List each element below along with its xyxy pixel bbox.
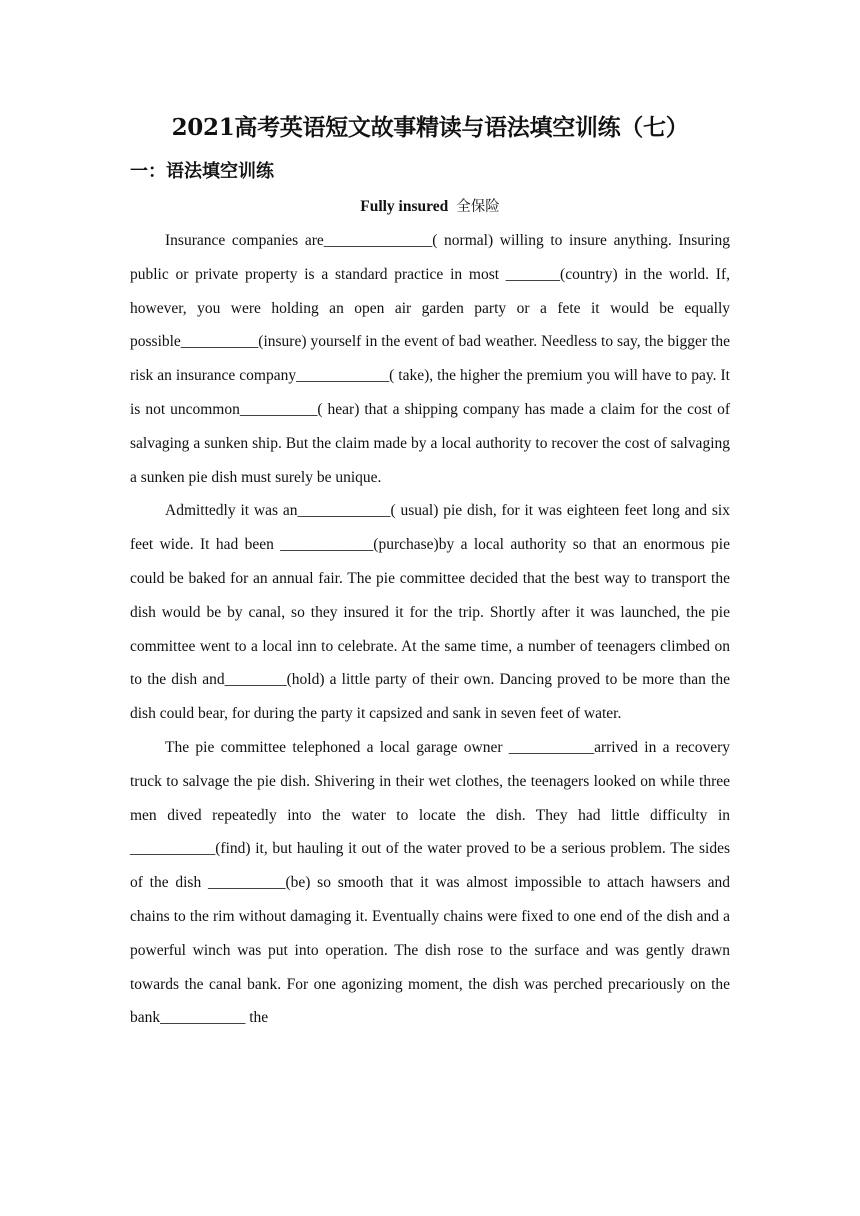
- document-title: 2021高考英语短文故事精读与语法填空训练（七）: [171, 114, 689, 141]
- section-heading: 一：语法填空训练: [130, 161, 274, 182]
- paragraph-1: Insurance companies are______________( normal) willing to insure anything. Insuring public or private property is a standard practice in most _______(country) in the world. If, however, you were holding an open air garden party or a fete it would be equally possible__________(insure) yourself in the event of bad weather. Needless to say, the bigger the risk an insurance company____________( take), the higher the premium you will have to pay. It is not uncommon__________( hear) that a shipping company has made a claim for the cost of salvaging a sunken ship. But the claim made by a local authority to recover the cost of salvaging a sunken pie dish must surely be unique.: [130, 232, 730, 486]
- story-title-cn: 全保险: [456, 199, 500, 215]
- story-title: [130, 190, 730, 224]
- paragraph-3: The pie committee telephoned a local garage owner ___________arrived in a recovery truck to salvage the pie dish. Shivering in their wet clothes, the teenagers looked on while three men dived repeatedly into the water to locate the dish. They had little difficulty in ___________(find) it, but hauling it out of the water proved to be a serious problem. The sides of the dish __________(be) so smooth that it was almost impossible to attach hawsers and chains to the rim without damaging it. Eventually chains were fixed to one end of the dish and a powerful winch was put into operation. The dish rose to the surface and was gently drawn towards the canal bank. For one agonizing moment, the dish was perched precariously on the bank___________ the: [130, 738, 730, 1027]
- paragraph-2: Admittedly it was an____________( usual) pie dish, for it was eighteen feet long and six feet wide. It had been ____________(purchase)by a local authority so that an enormous pie could be baked for an annual fair. The pie committee decided that the best way to transport the dish would be by canal, so they insured it for the trip. Shortly after it was launched, the pie committee went to a local inn to celebrate. At the same time, a number of teenagers climbed on to the dish and________(hold) a little party of their own. Dancing proved to be more than the dish could bear, for during the party it capsized and sank in seven feet of water.: [130, 502, 730, 723]
- story-title-en: Fully insured: [360, 198, 449, 215]
- document-page: [130, 108, 730, 1035]
